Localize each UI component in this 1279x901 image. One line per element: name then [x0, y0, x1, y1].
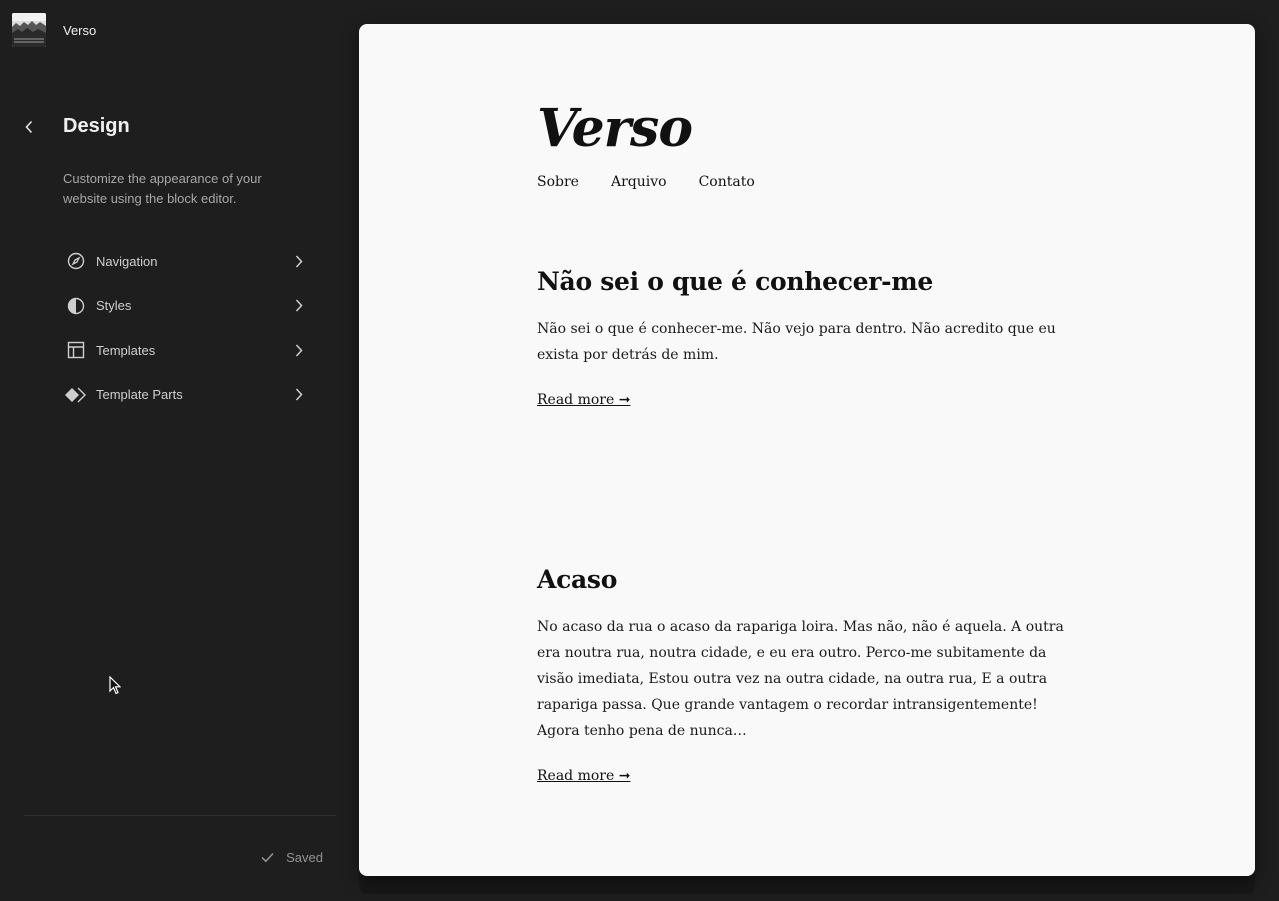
sidebar-item-template-parts[interactable]: [63, 373, 313, 418]
site-icon[interactable]: [12, 13, 46, 47]
layout-icon: [64, 338, 88, 362]
sidebar-item-label: Styles: [96, 298, 132, 314]
sidebar-title: Design: [63, 115, 130, 137]
post-excerpt: Não sei o que é conhecer-me. Não vejo para dentro. Não acredito que eu exista por detrás de mim.: [537, 321, 1056, 363]
chevron-left-icon: [24, 120, 34, 134]
half-circle-icon: [64, 294, 88, 318]
preview-menu-item-sobre[interactable]: Sobre: [537, 174, 579, 190]
sidebar-item-templates[interactable]: [63, 328, 313, 373]
sidebar-divider: [24, 815, 336, 816]
diamond-icon: [64, 383, 88, 407]
check-icon: [261, 852, 274, 863]
mouse-cursor-icon: [109, 676, 121, 695]
read-more-link[interactable]: Read more ➞: [537, 768, 631, 784]
design-menu: [63, 239, 313, 417]
post-excerpt: No acaso da rua o acaso da rapariga loira. Mas não, não é aquela. A outra era noutra rua, noutra cidade, e eu era outro. Perco-me subitamente da visão imediata, Estou outra vez na outra cidade, na outra rua, E a outra rapariga passa. Que grande vantagem o recordar intransigentemente! Agora tenho pena de nunca…: [537, 619, 1064, 739]
save-status-label: Saved: [286, 850, 323, 865]
save-status: [261, 850, 323, 865]
sidebar: [0, 0, 359, 901]
canvas-shadow: [359, 874, 1255, 894]
sidebar-description: Customize the appearance of your website using the block editor.: [63, 171, 262, 206]
post-item: [537, 267, 1082, 408]
site-name[interactable]: Verso: [63, 23, 97, 38]
site-preview-canvas[interactable]: [359, 24, 1255, 876]
sidebar-item-navigation[interactable]: [63, 239, 313, 284]
sidebar-item-label: Navigation: [96, 253, 158, 269]
chevron-right-icon: [293, 253, 305, 269]
preview-navigation: [537, 174, 787, 190]
preview-site-title[interactable]: Verso: [537, 98, 693, 159]
sidebar-item-styles[interactable]: [63, 284, 313, 329]
preview-menu-item-arquivo[interactable]: Arquivo: [610, 174, 667, 190]
chevron-right-icon: [293, 387, 305, 403]
chevron-right-icon: [293, 298, 305, 314]
post-title[interactable]: Não sei o que é conhecer-me: [537, 267, 933, 296]
preview-menu-item-contato[interactable]: Contato: [698, 174, 755, 190]
site-hub[interactable]: [12, 13, 97, 47]
back-button[interactable]: [18, 116, 40, 138]
post-title[interactable]: Acaso: [537, 565, 618, 594]
compass-icon: [64, 249, 88, 273]
sidebar-item-label: Templates: [96, 342, 156, 358]
read-more-link[interactable]: Read more ➞: [537, 392, 631, 408]
chevron-right-icon: [293, 342, 305, 358]
sidebar-item-label: Template Parts: [96, 387, 183, 403]
post-item: [537, 565, 1082, 784]
